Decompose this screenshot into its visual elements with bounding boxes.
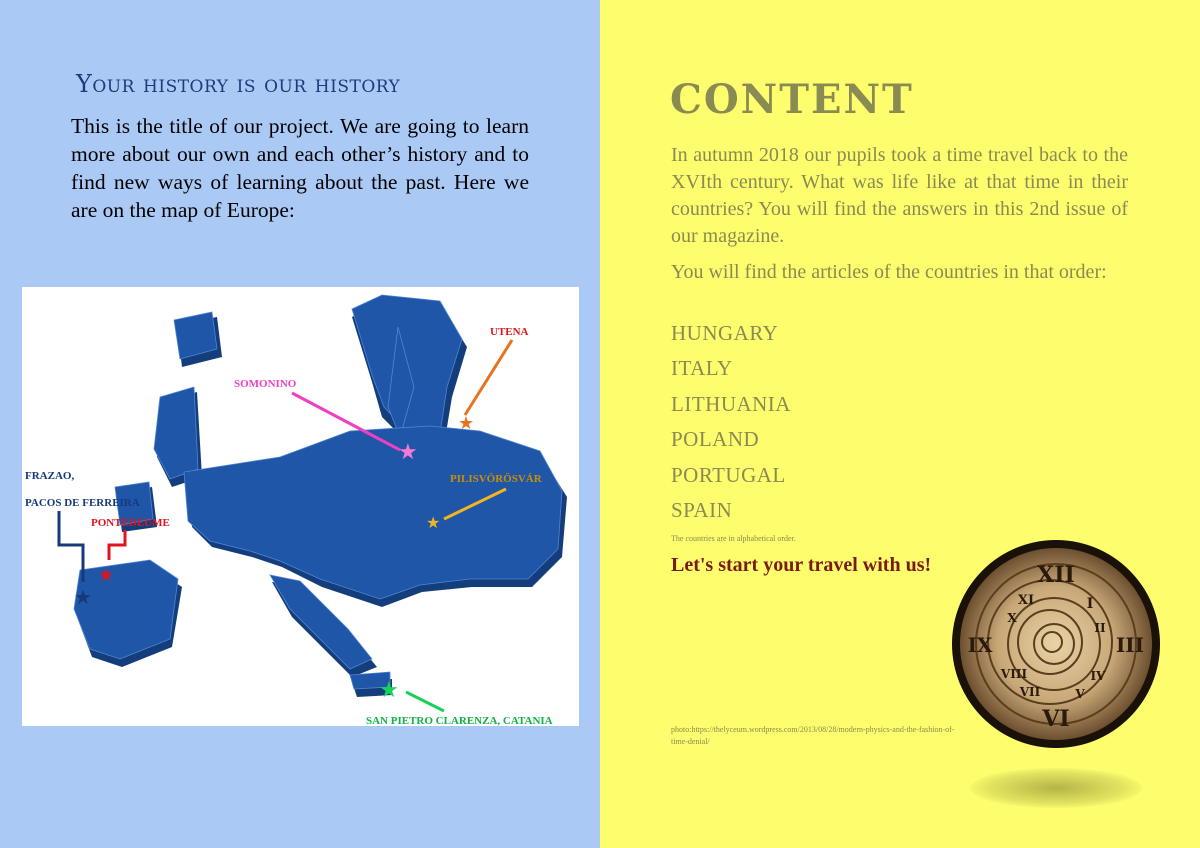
pacos-label: PACOS DE FERREIRA: [25, 497, 140, 509]
utena-arrow: [465, 340, 512, 415]
clock-numeral: IV: [1090, 669, 1106, 683]
frazao-star: ★: [74, 587, 92, 609]
clock-numeral: I: [1086, 596, 1094, 612]
pontedeume-star: ★: [98, 565, 115, 585]
frazao-label: FRAZAO,: [25, 470, 75, 482]
clock-numeral: IX: [967, 633, 993, 657]
country-list: [671, 318, 791, 530]
clock-numeral: XII: [1037, 562, 1075, 588]
utena-label: UTENA: [490, 326, 529, 338]
somonino-star: ★: [398, 439, 418, 464]
clock-numeral: III: [1115, 633, 1145, 657]
intro-paragraph: This is the title of our project. We are going to learn more about our own and each other’s history and to find new ways of learning about the past. Here we are on the map of Europe:: [71, 114, 529, 222]
country-item: POLAND: [671, 427, 760, 452]
content-paragraph-2: You will find the articles of the countries in that order:: [671, 261, 1107, 283]
project-title: Your history is our history: [76, 70, 401, 98]
pilisvorosvar-star: ★: [426, 515, 441, 532]
clock-numeral: VII: [1019, 685, 1041, 699]
clock-numeral: II: [1094, 621, 1106, 635]
clock-numeral: X: [1007, 611, 1017, 625]
san-pietro-star: ★: [379, 677, 399, 702]
clock-numeral: V: [1075, 687, 1085, 701]
call-to-action: Let's start your travel with us!: [671, 554, 932, 576]
san-pietro-arrow: [406, 692, 444, 711]
alphabetical-note: The countries are in alphabetical order.: [671, 534, 796, 543]
utena-star: ★: [458, 413, 475, 433]
europe-map: [22, 287, 579, 726]
content-title: CONTENT: [670, 76, 914, 123]
clock-numeral: VI: [1042, 706, 1070, 732]
country-item: HUNGARY: [671, 321, 779, 345]
country-item: PORTUGAL: [671, 462, 786, 487]
clock-numeral: XI: [1017, 593, 1035, 608]
country-item: LITHUANIA: [671, 391, 791, 416]
pilisvorosvar-label: PILISVÖRÖSVÁR: [450, 473, 542, 485]
pontedeume-label: PONTEDEUME: [91, 517, 170, 529]
pontedeume-arrow: [109, 530, 125, 560]
content-paragraph-1: In autumn 2018 our pupils took a time travel back to the XVIth century. What was life like at that time in their countries? You will find the answers in this 2nd issue of our magazine.: [671, 144, 1128, 247]
land: [74, 295, 562, 689]
europe-map-svg: [22, 287, 579, 726]
san-pietro-label: SAN PIETRO CLARENZA, CATANIA: [366, 715, 553, 726]
somonino-label: SOMONINO: [234, 378, 297, 390]
clock-numeral: VIII: [1000, 667, 1028, 681]
country-item: ITALY: [671, 356, 733, 381]
clock-shadow: [970, 768, 1142, 808]
photo-credit: photo:https://thelyceum.wordpress.com/2013/08/28/modern-physics-and-the-fashion-of-time-denial/: [671, 725, 955, 746]
country-item: SPAIN: [671, 497, 733, 522]
spiral-clock-image: [950, 540, 1162, 750]
